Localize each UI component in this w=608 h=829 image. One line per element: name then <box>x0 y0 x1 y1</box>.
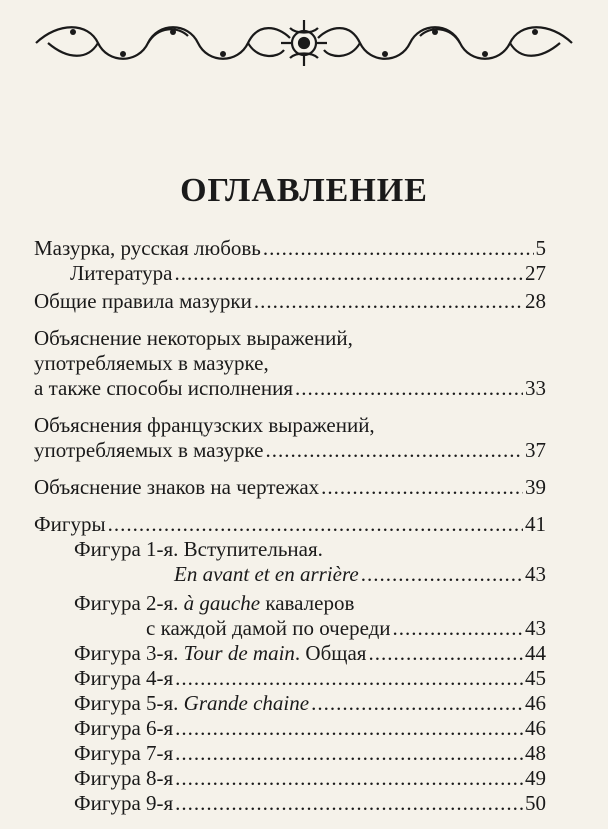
toc-entry <box>34 512 546 537</box>
dot-leader <box>265 438 523 463</box>
toc-page-number: 27 <box>525 261 546 285</box>
dot-leader <box>175 766 523 791</box>
dot-leader <box>175 716 523 741</box>
toc-entry-title: Фигура 9-я <box>74 791 174 815</box>
toc-page-number: 44 <box>525 641 546 665</box>
toc-entry <box>34 741 546 766</box>
toc-page-number: 28 <box>525 289 546 313</box>
toc-page-number: 45 <box>525 666 546 690</box>
toc-entry-title-line: с каждой дамой по очереди <box>146 616 391 640</box>
dot-leader <box>174 261 523 286</box>
toc-entry-title: Фигура 3-я. Tour de main. Общая <box>74 641 367 665</box>
toc-entry <box>34 691 546 716</box>
toc-page-number: 49 <box>525 766 546 790</box>
toc-page-number: 33 <box>525 376 546 400</box>
toc-entry-title: Объяснение знаков на чертежах <box>34 475 320 499</box>
toc-entry <box>34 289 546 314</box>
dot-leader <box>321 475 523 500</box>
toc-entry-title: Фигура 7-я <box>74 741 174 765</box>
toc-entry-title-line: употребляемых в мазурке, <box>34 351 269 375</box>
toc-entry-title: Общие правила мазурки <box>34 289 252 313</box>
toc-entry <box>34 413 546 463</box>
toc-page-number: 39 <box>525 475 546 499</box>
dot-leader <box>108 512 523 537</box>
toc-entry-title-line: Фигура 1-я. Вступительная. <box>74 537 323 561</box>
toc-page-number: 50 <box>525 791 546 815</box>
toc-entry <box>34 261 546 286</box>
dot-leader <box>175 666 523 691</box>
toc-page-number: 5 <box>535 236 546 260</box>
toc-page-number: 48 <box>525 741 546 765</box>
toc-entry-title-line: En avant et en arrière <box>174 562 359 586</box>
toc-page-number: 46 <box>525 691 546 715</box>
toc-page-number: 41 <box>525 512 546 536</box>
toc-entry <box>34 326 546 401</box>
dot-leader <box>361 562 523 587</box>
toc-entry <box>34 766 546 791</box>
dot-leader <box>295 376 523 401</box>
toc-entry-title-line: Фигура 2-я. à gauche кавалеров <box>74 591 355 615</box>
toc-entry <box>34 666 546 691</box>
toc-entry <box>34 236 546 261</box>
toc-entry-title: Фигура 6-я <box>74 716 174 740</box>
dot-leader <box>263 236 534 261</box>
table-of-contents <box>34 236 546 816</box>
decorative-flourish-icon <box>28 14 580 72</box>
toc-entry-title: Фигуры <box>34 512 106 536</box>
dot-leader <box>175 741 523 766</box>
toc-entry-title: Фигура 4-я <box>74 666 174 690</box>
toc-entry <box>34 716 546 741</box>
dot-leader <box>311 691 523 716</box>
toc-entry-title: Фигура 5-я. Grande chaine <box>74 691 310 715</box>
dot-leader <box>175 791 523 816</box>
dot-leader <box>393 616 523 641</box>
toc-entry <box>34 475 546 500</box>
toc-entry <box>34 591 546 641</box>
toc-entry-title: Литература <box>70 261 173 285</box>
toc-page-number: 43 <box>525 562 546 586</box>
toc-entry-title-line: Объяснения французских выражений, <box>34 413 375 437</box>
toc-entry <box>34 791 546 816</box>
toc-entry <box>34 537 546 587</box>
toc-entry-title: Мазурка, русская любовь <box>34 236 261 260</box>
toc-page-number: 37 <box>525 438 546 462</box>
dot-leader <box>368 641 523 666</box>
toc-entry <box>34 641 546 666</box>
toc-page-number: 43 <box>525 616 546 640</box>
toc-entry-title: Фигура 8-я <box>74 766 174 790</box>
toc-entry-title-line: а также способы исполнения <box>34 376 293 400</box>
dot-leader <box>254 289 523 314</box>
toc-entry-title-line: употребляемых в мазурке <box>34 438 264 462</box>
toc-entry-title-line: Объяснение некоторых выражений, <box>34 326 353 350</box>
toc-page-number: 46 <box>525 716 546 740</box>
page-title: ОГЛАВЛЕНИЕ <box>180 172 428 209</box>
